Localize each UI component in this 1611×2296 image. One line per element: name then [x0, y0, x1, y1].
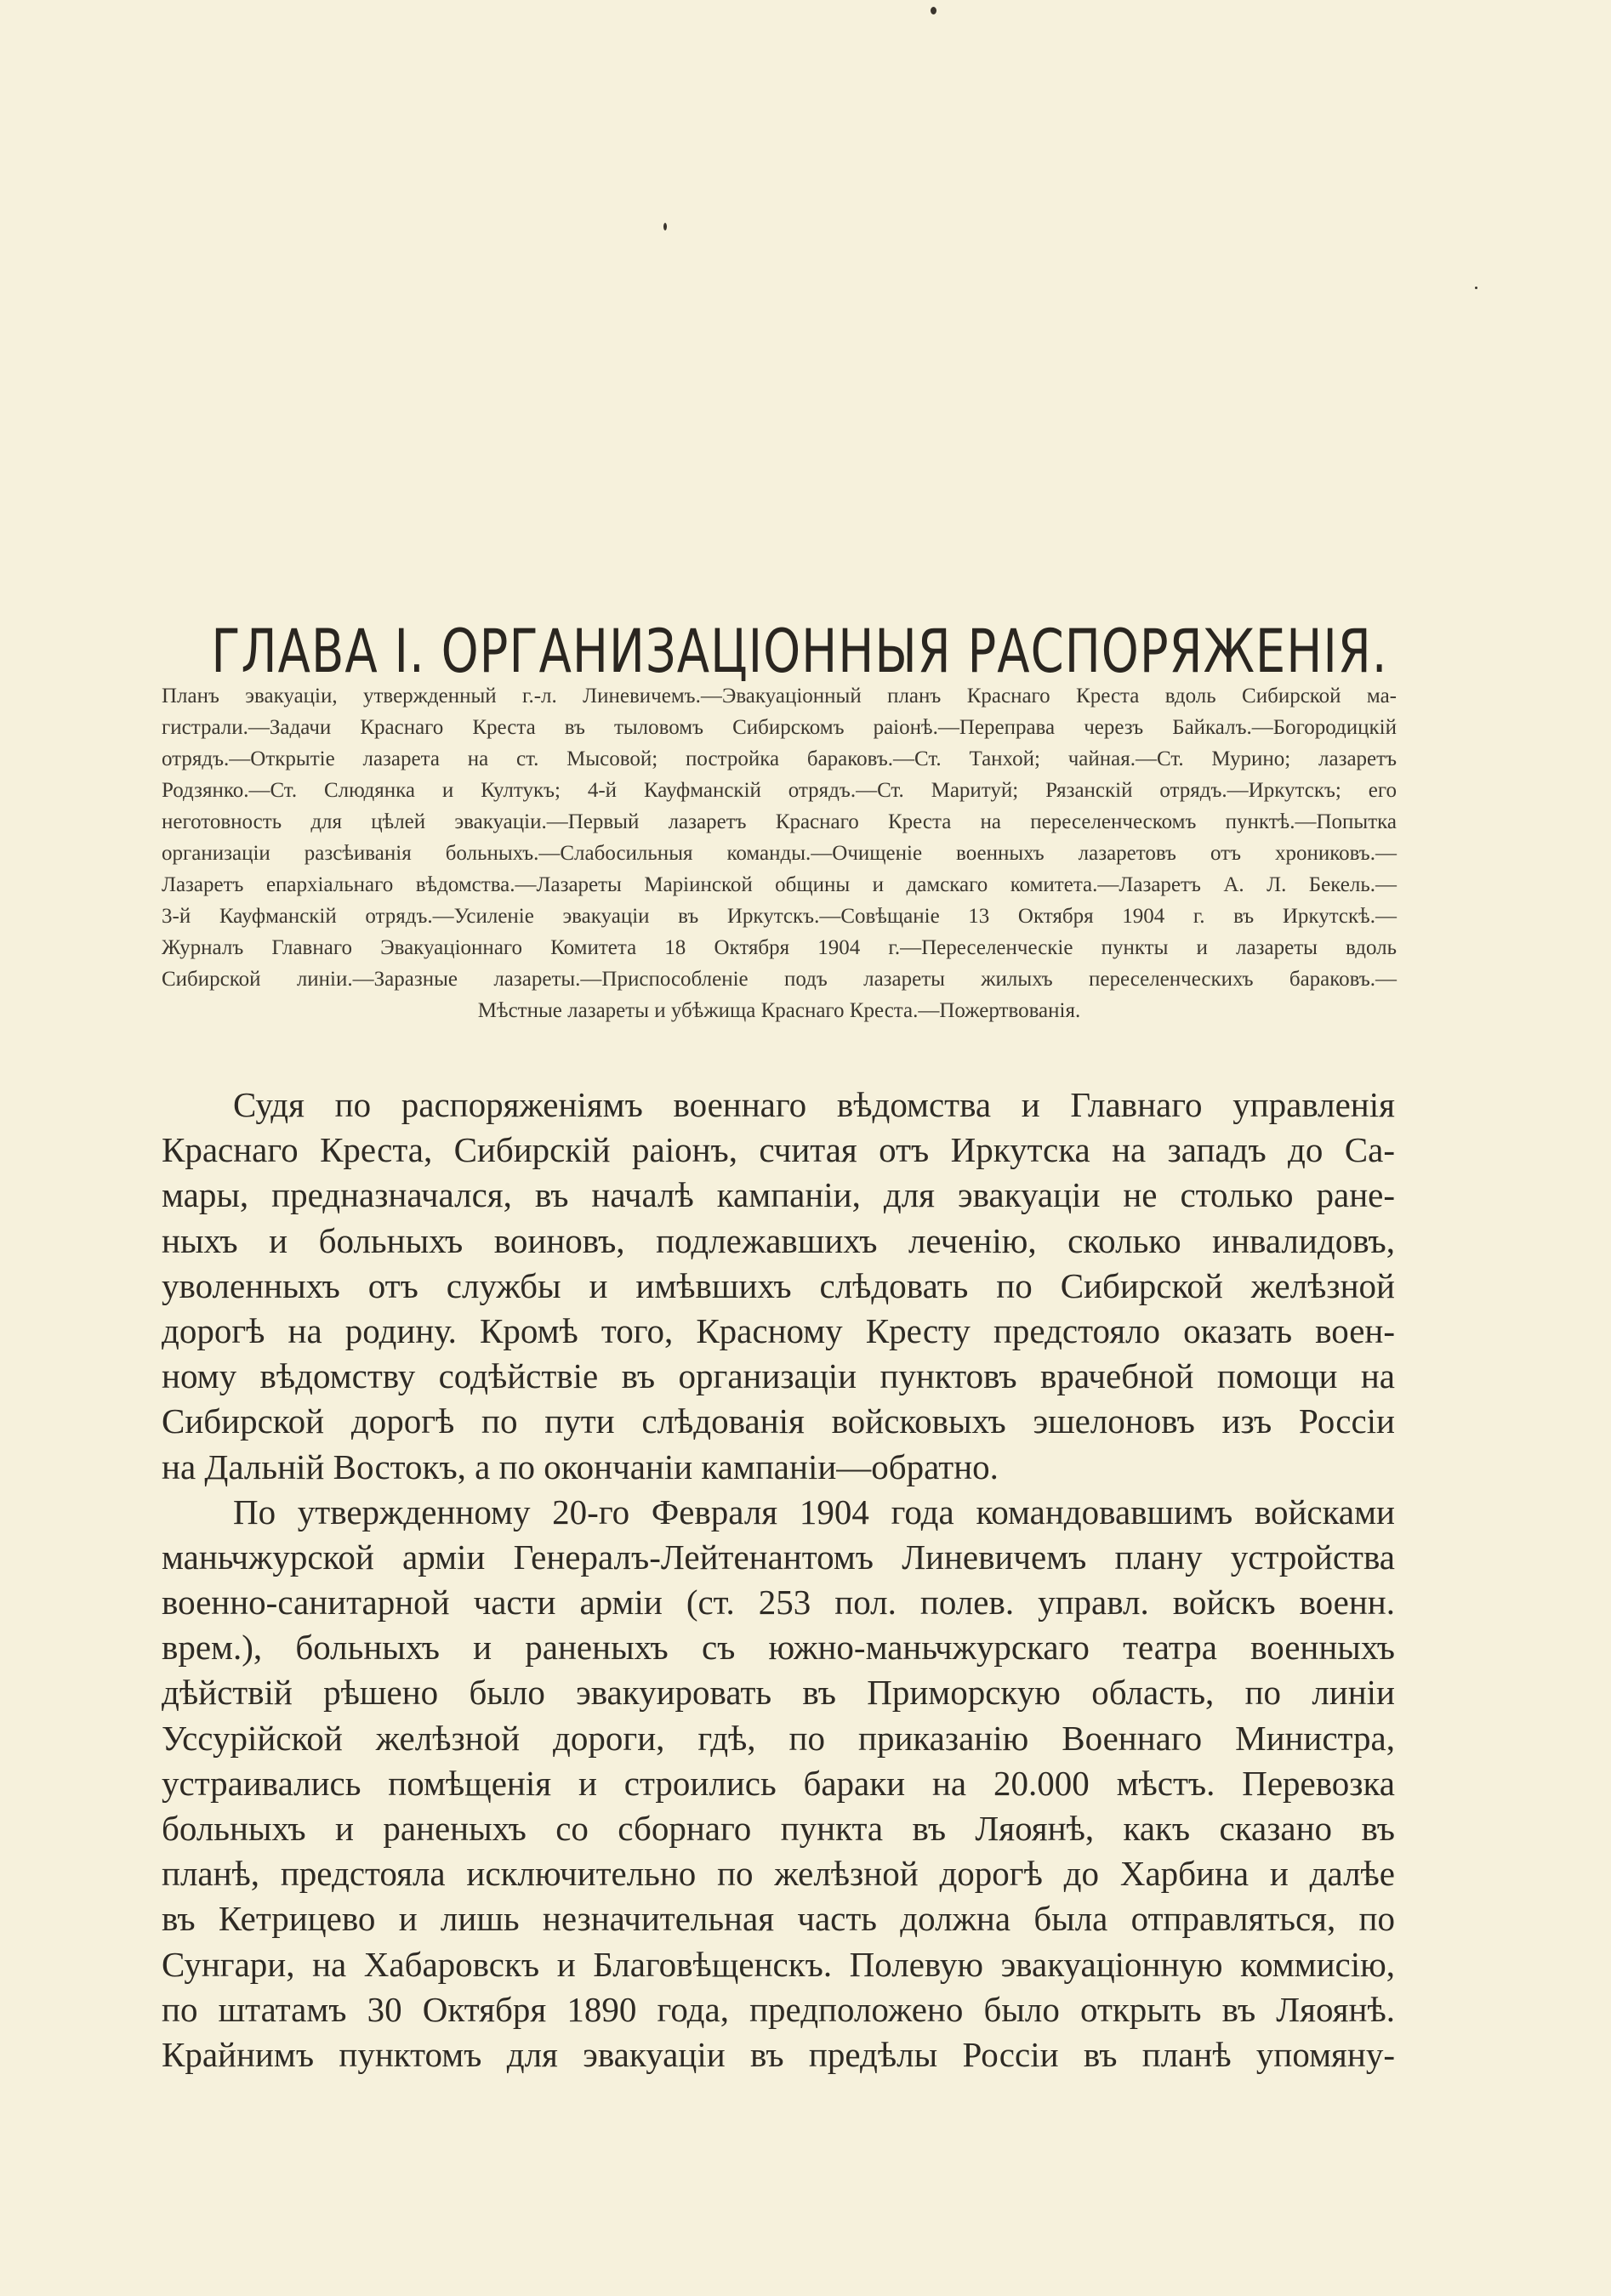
chapter-title: ГЛАВА I. ОРГАНИЗАЦІОННЫЯ РАСПОРЯЖЕНІЯ. — [211, 617, 1388, 686]
summary-line: организаціи разсѣиванія больныхъ.—Слабосильныя команды.—Очищеніе военныхъ лазаретовъ отъ хрониковъ.— — [162, 842, 1397, 865]
summary-line: Мѣстные лазареты и убѣжища Краснаго Креста.—Пожертвованія. — [477, 999, 1081, 1022]
paragraph-line: ныхъ и больныхъ воиновъ, подлежавшихъ леченію, сколько инвалидовъ, — [162, 1220, 1395, 1260]
paragraph-line: Краснаго Креста, Сибирскій раіонъ, считая отъ Иркутска на западъ до Са- — [162, 1130, 1395, 1170]
summary-line: гистрали.—Задачи Краснаго Креста въ тыловомъ Сибирскомъ раіонѣ.—Переправа черезъ Байкалъ.—Богородицкій — [162, 716, 1397, 739]
summary-line: Сибирской линіи.—Заразные лазареты.—Приспособленіе подъ лазареты жилыхъ переселенческихъ бараковъ.— — [162, 968, 1397, 991]
paragraph-line: Судя по распоряженіямъ военнаго вѣдомства и Главнаго управленія — [233, 1085, 1395, 1124]
paragraph-line: военно-санитарной части арміи (ст. 253 пол. полев. управл. войскъ военн. — [162, 1583, 1395, 1623]
paragraph-line: Крайнимъ пунктомъ для эвакуаціи въ предѣлы Россіи въ планѣ упомяну- — [162, 2034, 1395, 2074]
summary-line: неготовность для цѣлей эвакуаціи.—Первый лазаретъ Краснаго Креста на переселенческомъ пунктѣ.—Попытка — [162, 810, 1397, 833]
paragraph-line: больныхъ и раненыхъ со сборнаго пункта въ Ляоянѣ, какъ сказано въ — [162, 1809, 1395, 1848]
ink-speck — [1475, 287, 1477, 289]
paragraph-line: дорогѣ на родину. Кромѣ того, Красному Кресту предстояло оказать воен- — [162, 1310, 1395, 1350]
paragraph-line: Уссурійской желѣзной дороги, гдѣ, по приказанію Военнаго Министра, — [162, 1718, 1395, 1758]
paragraph-line: въ Кетрицево и лишь незначительная часть должна была отправляться, по — [162, 1899, 1395, 1939]
summary-line: 3-й Кауфманскій отрядъ.—Усиленіе эвакуаціи въ Иркутскъ.—Совѣщаніе 13 Октября 1904 г. въ Иркутскѣ.— — [162, 905, 1397, 928]
paragraph-line: ному вѣдомству содѣйствіе въ организаціи пунктовъ врачебной помощи на — [162, 1356, 1395, 1396]
paragraph-line: мары, предназначался, въ началѣ кампаніи, для эвакуаціи не столько ране- — [162, 1175, 1395, 1215]
paragraph-line: Сунгари, на Хабаровскъ и Благовѣщенскъ. Полевую эвакуаціонную коммисію, — [162, 1944, 1395, 1984]
summary-line: Планъ эвакуаціи, утвержденный г.-л. Линевичемъ.—Эвакуаціонный планъ Краснаго Креста вдоль Сибирской ма- — [162, 685, 1397, 708]
paragraph-line: Сибирской дорогѣ по пути слѣдованія войсковыхъ эшелоновъ изъ Россіи — [162, 1401, 1395, 1441]
summary-line: Родзянко.—Ст. Слюдянка и Култукъ; 4-й Кауфманскій отрядъ.—Ст. Маритуй; Рязанскій отрядъ.—Иркутскъ; его — [162, 779, 1397, 802]
paragraph-line: уволенныхъ отъ службы и имѣвшихъ слѣдовать по Сибирской желѣзной — [162, 1265, 1395, 1305]
paragraph-line: По утвержденному 20-го Февраля 1904 года командовавшимъ войсками — [233, 1492, 1395, 1532]
ink-speck — [663, 223, 667, 230]
paragraph-line: устраивались помѣщенія и строились бараки на 20.000 мѣстъ. Перевозка — [162, 1763, 1395, 1803]
paragraph-line: на Дальній Востокъ, а по окончаніи кампаніи—обратно. — [162, 1446, 999, 1486]
chapter-summary — [162, 680, 1397, 1026]
body-text — [162, 1083, 1395, 2077]
summary-line: отрядъ.—Открытіе лазарета на ст. Мысовой; постройка бараковъ.—Ст. Танхой; чайная.—Ст. Мурино; лазаретъ — [162, 747, 1397, 770]
paragraph-line: маньчжурской арміи Генералъ-Лейтенантомъ Линевичемъ плану устройства — [162, 1537, 1395, 1577]
paragraph-line: дѣйствій рѣшено было эвакуировать въ Приморскую область, по линіи — [162, 1673, 1395, 1713]
ink-speck — [931, 7, 936, 14]
summary-line: Лазаретъ епархіальнаго вѣдомства.—Лазареты Маріинской общины и дамскаго комитета.—Лазаретъ А. Л. Бекель.— — [162, 873, 1397, 896]
paragraph-line: по штатамъ 30 Октября 1890 года, предположено было открыть въ Ляоянѣ. — [162, 1989, 1395, 2029]
paragraph-line: планѣ, предстояла исключительно по желѣзной дорогѣ до Харбина и далѣе — [162, 1854, 1395, 1894]
paragraph-line: врем.), больныхъ и раненыхъ съ южно-маньчжурскаго театра военныхъ — [162, 1628, 1395, 1668]
summary-line: Журналъ Главнаго Эвакуаціоннаго Комитета 18 Октября 1904 г.—Переселенческіе пункты и лазареты вдоль — [162, 936, 1397, 959]
